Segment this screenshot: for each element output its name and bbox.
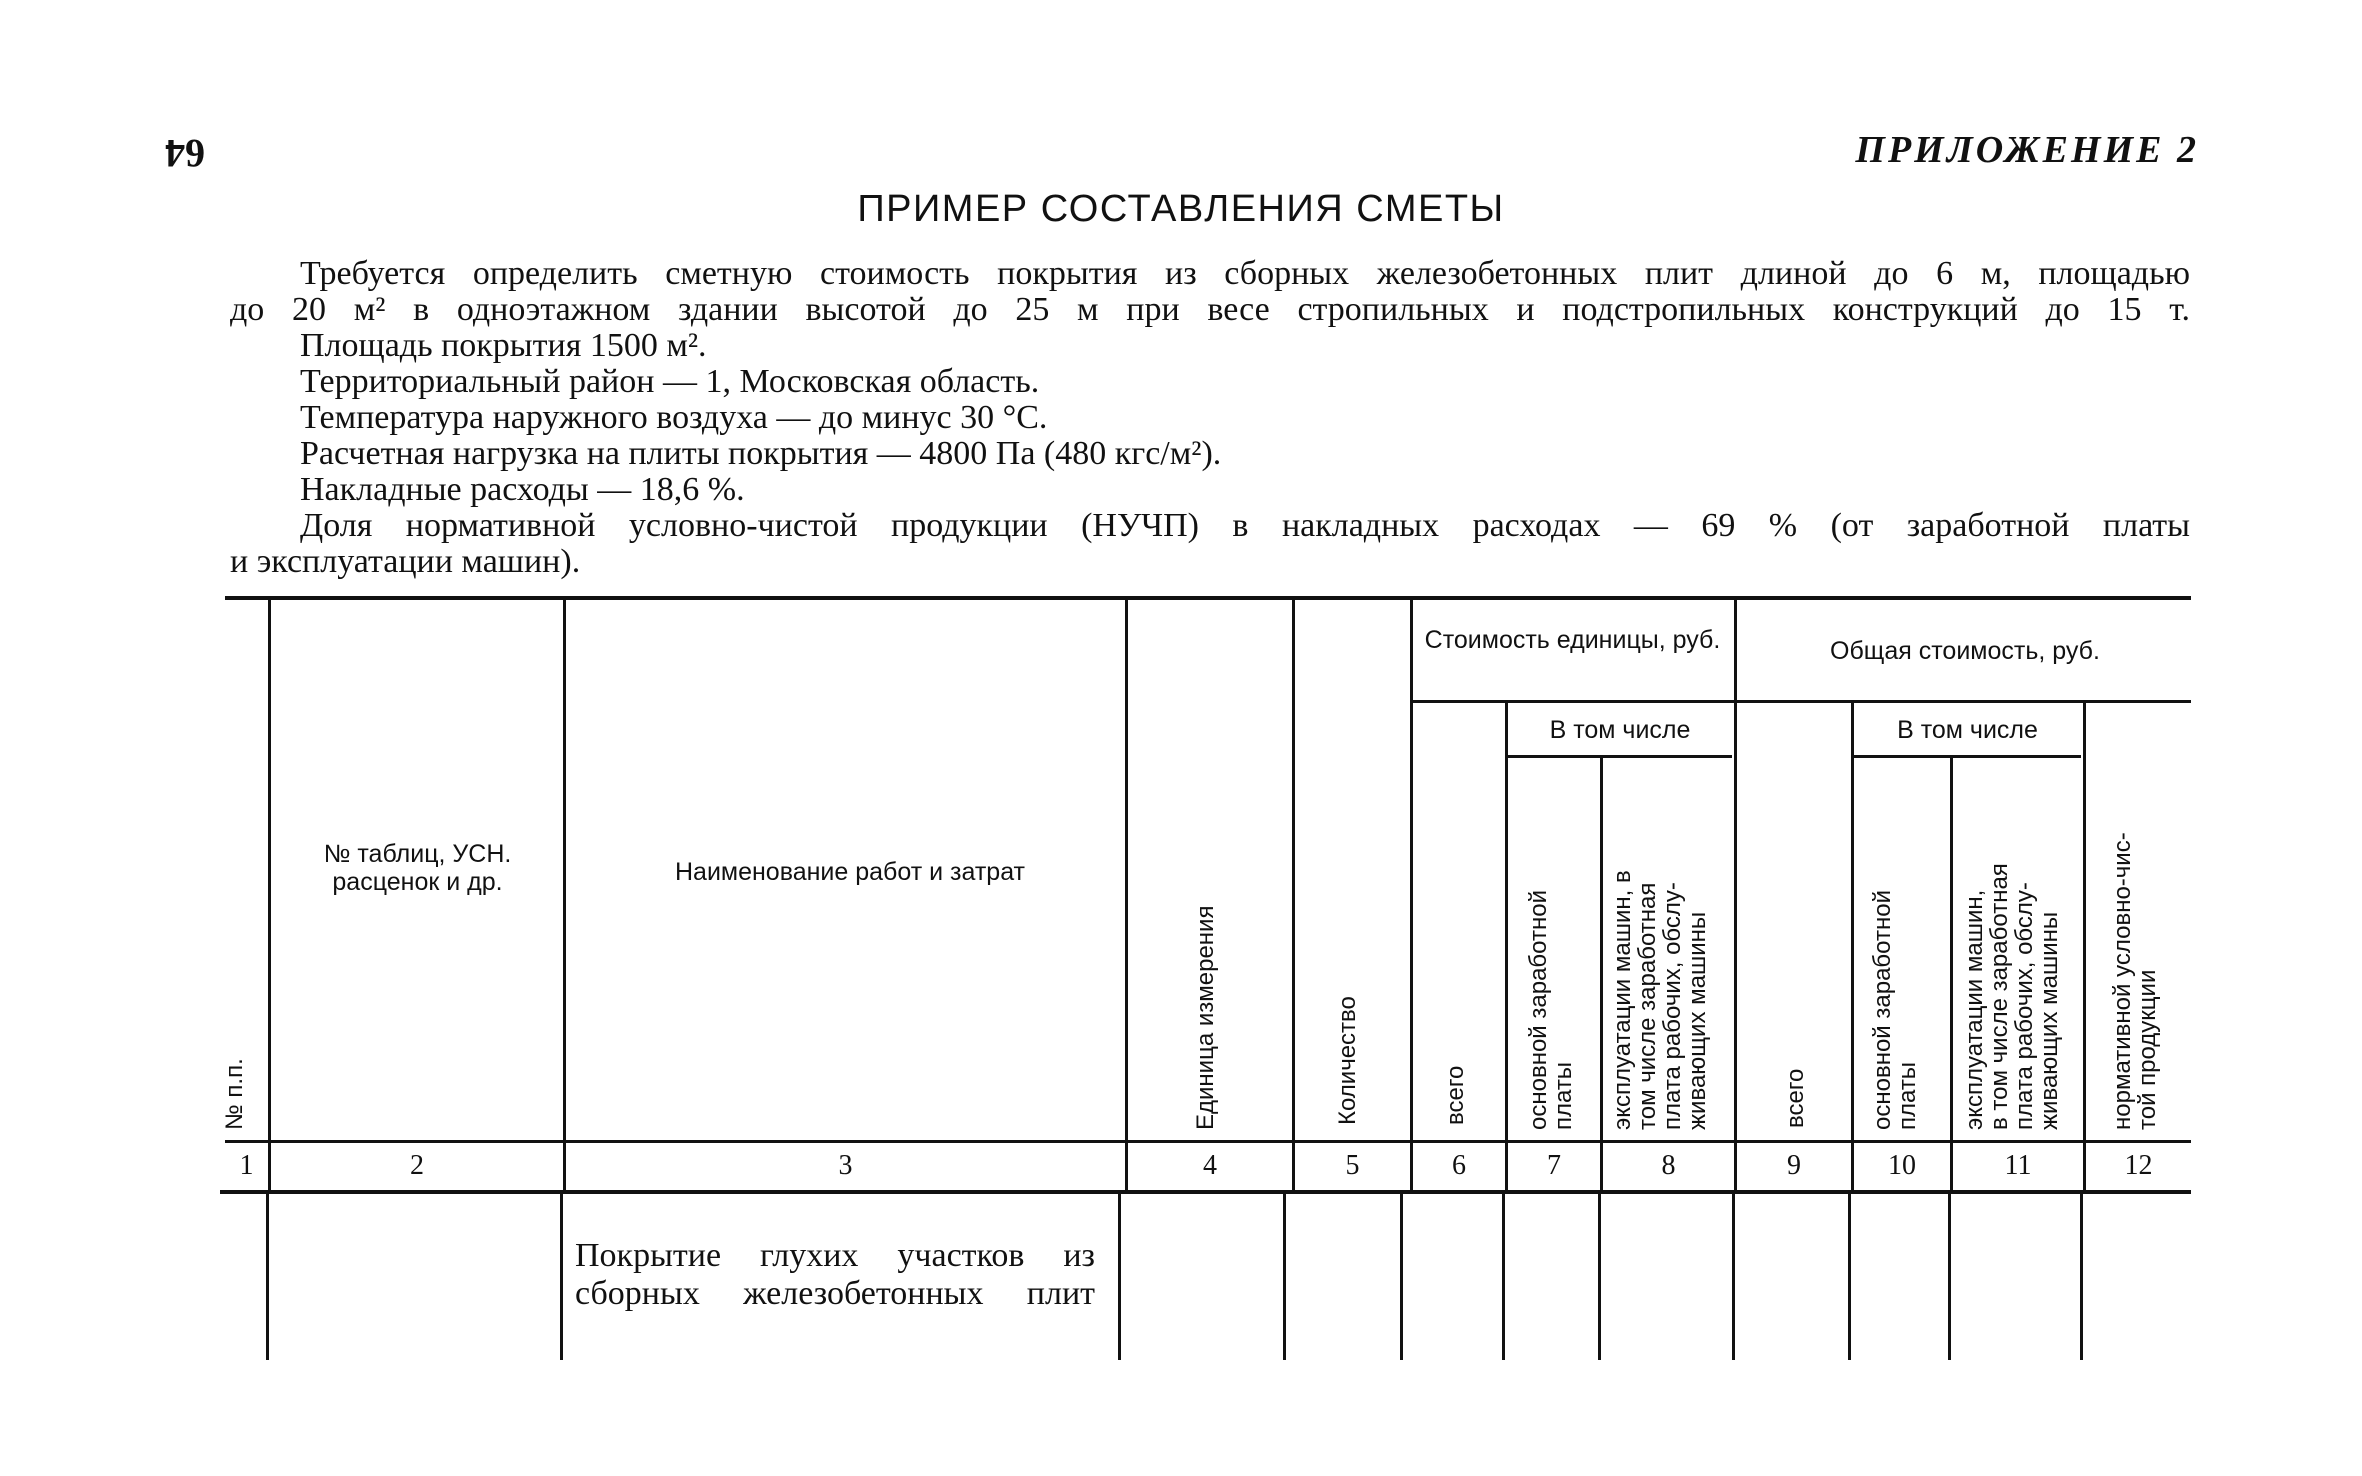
row-divider-1 (266, 1194, 269, 1360)
column-number: 11 (2004, 1150, 2032, 1181)
header-unit-incl: В том числе (1549, 716, 1691, 744)
header-unit-cost-group: Стоимость единицы, руб. (1424, 626, 1721, 654)
header-col3: Наименование работ и затрат (674, 858, 1025, 886)
col-divider-5 (1410, 600, 1413, 1190)
row-divider-10 (1948, 1194, 1951, 1360)
header-col12-line1: нормативной условно-чис- (2109, 832, 2136, 1130)
header-col10-line1: основной заработной (1869, 890, 1896, 1130)
header-col4: Единица измерения (1192, 905, 1219, 1130)
header-col8-line4: живающих машины (1684, 911, 1711, 1130)
appendix-label: ПРИЛОЖЕНИЕ 2 (1855, 129, 2199, 171)
col-divider-11 (2083, 703, 2086, 1190)
row-divider-3 (1118, 1194, 1121, 1360)
col-divider-8 (1734, 600, 1737, 1190)
row-divider-2 (560, 1194, 563, 1360)
column-number: 3 (838, 1150, 853, 1181)
header-col11-line1: эксплуатации машин, (1961, 889, 1988, 1130)
column-number: 7 (1547, 1150, 1561, 1181)
column-number: 2 (410, 1150, 424, 1181)
paragraph-overhead: Накладные расходы — 18,6 %. (300, 471, 745, 508)
header-col11-line4: живающих машины (2036, 911, 2063, 1130)
column-numbers-bottom-rule (220, 1190, 2191, 1194)
header-col6: всего (1442, 1065, 1469, 1125)
row-divider-6 (1502, 1194, 1505, 1360)
header-col5: Количество (1334, 996, 1361, 1125)
paragraph-area: Площадь покрытия 1500 м². (300, 327, 707, 364)
col-divider-7 (1600, 758, 1603, 1190)
header-col11-line3: плата рабочих, обслу- (2011, 882, 2038, 1130)
col-divider-10 (1950, 758, 1953, 1190)
col-divider-4 (1292, 600, 1295, 1190)
header-col2: № таблиц, УСН. расценок и др. (323, 840, 512, 896)
page-title: ПРИМЕР СОСТАВЛЕНИЯ СМЕТЫ (857, 188, 1505, 230)
column-number: 12 (2124, 1150, 2153, 1181)
row-divider-4 (1283, 1194, 1286, 1360)
header-col8-line1: эксплуатации машин, в (1609, 870, 1636, 1130)
row-divider-5 (1400, 1194, 1403, 1360)
header-col7-line1: основной заработной (1525, 890, 1552, 1130)
row-divider-11 (2080, 1194, 2083, 1360)
column-number: 8 (1661, 1150, 1676, 1181)
header-col8-line3: плата рабочих, обслу- (1659, 882, 1686, 1130)
col-divider-3 (1125, 600, 1128, 1190)
header-col10-line2: платы (1894, 1061, 1921, 1130)
paragraph-requirement-line1: Требуется определить сметную стоимость покрытия из сборных железобетонных плит длиной до 6 м, площадью (300, 255, 2190, 292)
column-number: 1 (239, 1150, 254, 1181)
unit-cost-group-rule (1410, 700, 1735, 703)
row-divider-9 (1848, 1194, 1851, 1360)
row-divider-7 (1598, 1194, 1601, 1360)
col-divider-2 (563, 600, 566, 1190)
header-bottom-rule (225, 1140, 2191, 1143)
col-divider-6 (1505, 703, 1508, 1190)
header-col8-line2: том числе заработная (1634, 882, 1661, 1130)
column-number: 10 (1888, 1150, 1916, 1181)
col-divider-1 (268, 600, 271, 1190)
table-top-border (225, 596, 2191, 600)
header-col11-line2: в том числе заработная (1986, 863, 2013, 1130)
paragraph-temperature: Температура наружного воздуха — до минус 30 °С. (300, 399, 1048, 436)
total-cost-group-rule (1736, 700, 2191, 703)
header-col1: № п.п. (221, 1058, 248, 1130)
header-total-incl: В том числе (1897, 716, 2038, 744)
table-row-work-name: Покрытие глухих участков из сборных железобетонных плит (575, 1237, 1095, 1312)
header-col12-line2: той продукции (2134, 969, 2161, 1130)
total-incl-rule (1853, 755, 2081, 758)
column-number: 9 (1787, 1150, 1801, 1181)
column-number: 5 (1345, 1150, 1360, 1181)
header-col7-line2: платы (1550, 1061, 1577, 1130)
paragraph-load: Расчетная нагрузка на плиты покрытия — 4800 Па (480 кгс/м²). (300, 435, 1222, 472)
header-total-cost-group: Общая стоимость, руб. (1830, 637, 2100, 665)
unit-incl-rule (1507, 755, 1732, 758)
page-number: 64 (165, 131, 205, 176)
paragraph-nuchp-line2: и эксплуатации машин). (230, 543, 581, 580)
paragraph-region: Территориальный район — 1, Московская область. (300, 363, 1040, 400)
paragraph-nuchp-line1: Доля нормативной условно-чистой продукции (НУЧП) в накладных расходах — 69 % (от заработной платы (300, 507, 2190, 544)
paragraph-requirement-line2: до 20 м² в одноэтажном здании высотой до 25 м при весе стропильных и подстропильных конструкций до 15 т. (230, 291, 2190, 328)
column-number: 6 (1452, 1150, 1466, 1181)
col-divider-9 (1851, 703, 1854, 1190)
header-col9: всего (1782, 1068, 1809, 1128)
column-number: 4 (1203, 1150, 1217, 1181)
row-divider-8 (1732, 1194, 1735, 1360)
